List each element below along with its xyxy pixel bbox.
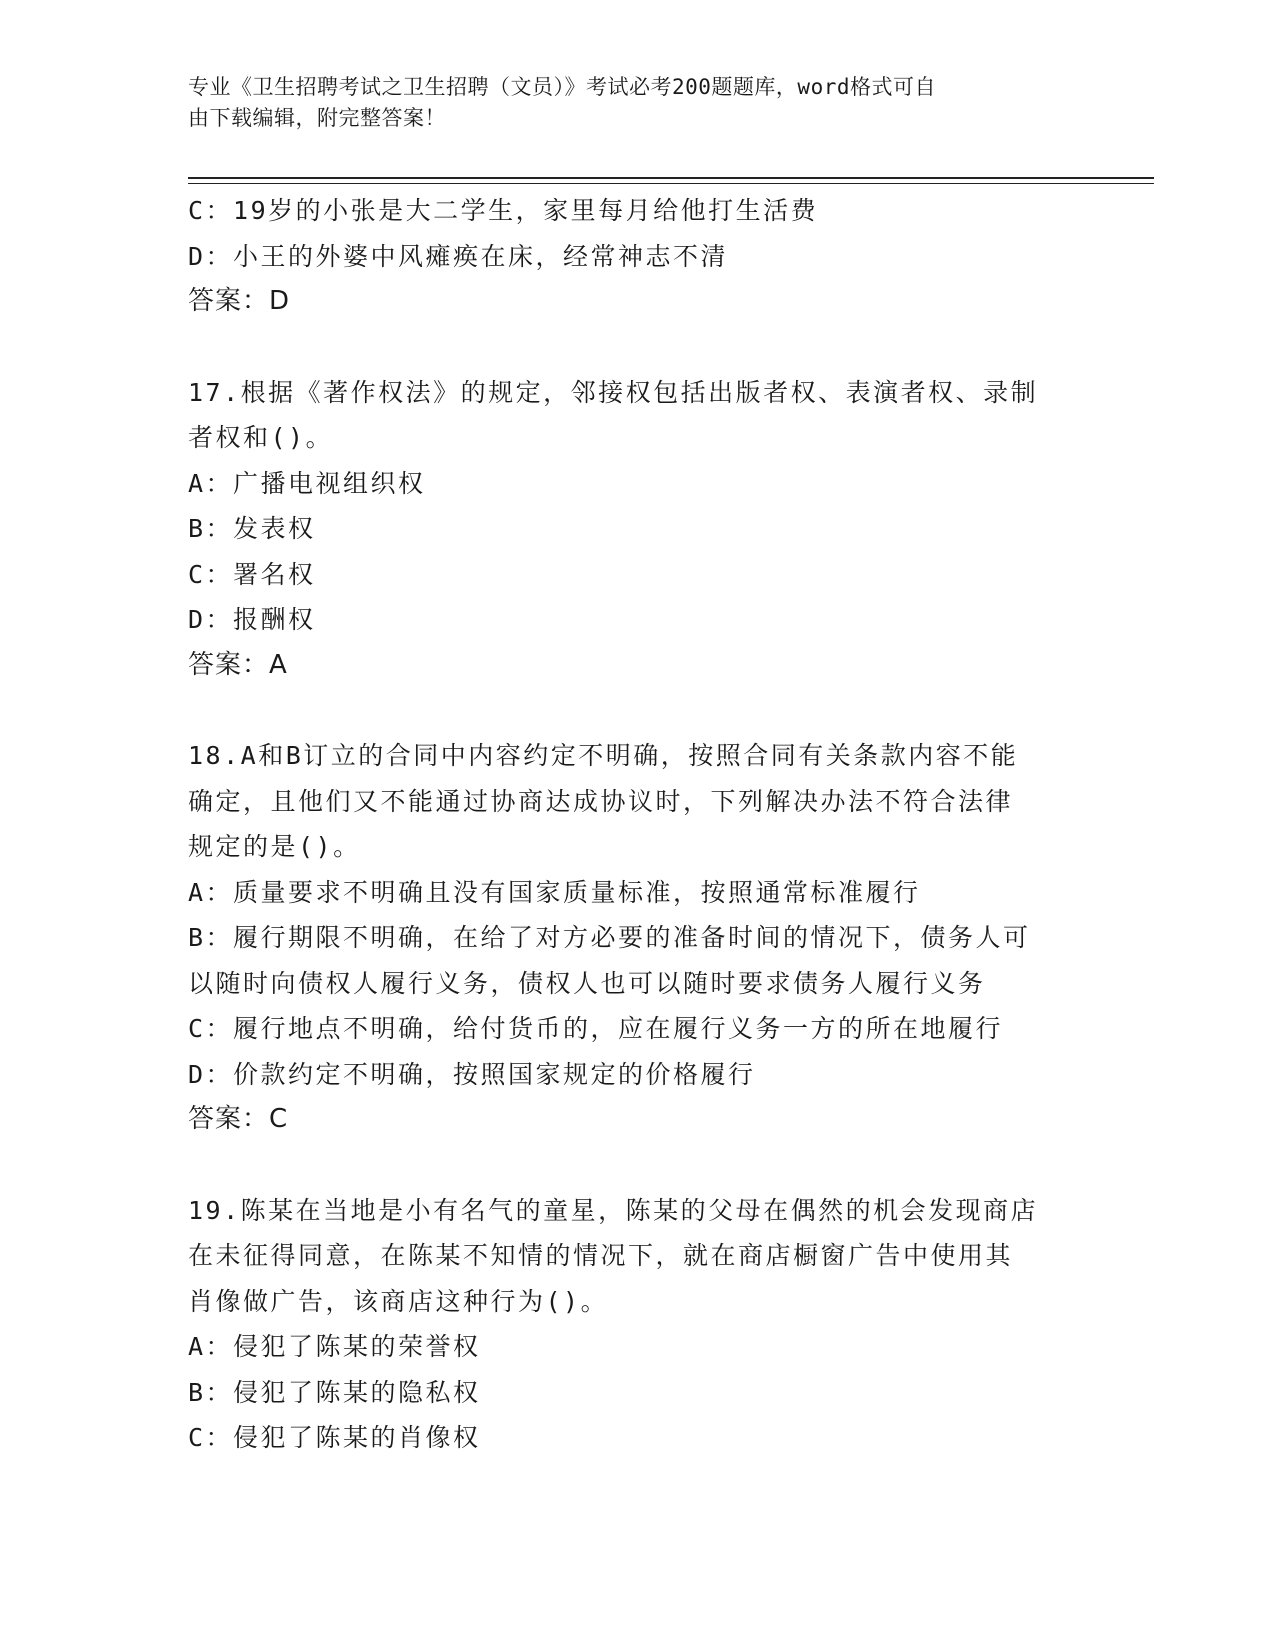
document-header: [188, 72, 1068, 134]
answer: 答案：C: [188, 1104, 289, 1134]
option-a: A：广播电视组织权: [188, 468, 426, 498]
answer: 答案：D: [188, 286, 291, 316]
question-16-tail: [188, 188, 1088, 325]
option-c: C：署名权: [188, 559, 316, 589]
option-d: D：小王的外婆中风瘫痪在床，经常神志不清: [188, 241, 729, 271]
option-d: D：价款约定不明确，按照国家规定的价格履行: [188, 1059, 756, 1089]
option-a: A：质量要求不明确且没有国家质量标准，按照通常标准履行: [188, 877, 921, 907]
question-stem: 肖像做广告，该商店这种行为()。: [188, 1286, 609, 1316]
question-19: [188, 1188, 1088, 1461]
option-c: C：19岁的小张是大二学生，家里每月给他打生活费: [188, 196, 819, 225]
option-b: B：履行期限不明确，在给了对方必要的准备时间的情况下，债务人可: [188, 923, 1031, 952]
question-stem: 18.A和B订立的合同中内容约定不明确，按照合同有关条款内容不能: [188, 741, 1019, 770]
header-rule-thin: [188, 183, 1154, 184]
question-stem: 者权和()。: [188, 423, 334, 452]
header-line-2: 由下载编辑，附完整答案！: [188, 106, 446, 130]
option-c: C：侵犯了陈某的肖像权: [188, 1423, 481, 1452]
question-18: [188, 733, 1088, 1143]
header-rule-thick: [188, 177, 1154, 179]
question-list: [188, 188, 1088, 1461]
question-stem: 确定，且他们又不能通过协商达成协议时，下列解决办法不符合法律: [188, 786, 1014, 816]
question-stem: 19.陈某在当地是小有名气的童星，陈某的父母在偶然的机会发现商店: [188, 1195, 1039, 1225]
answer: 答案：A: [188, 649, 288, 680]
header-line-1: 专业《卫生招聘考试之卫生招聘（文员）》考试必考200题题库，word格式可自: [188, 75, 936, 99]
question-stem: 17.根据《著作权法》的规定，邻接权包括出版者权、表演者权、录制: [188, 377, 1039, 407]
option-b: B：侵犯了陈某的隐私权: [188, 1377, 481, 1407]
question-stem: 规定的是()。: [188, 832, 361, 861]
option-c: C：履行地点不明确，给付货币的，应在履行义务一方的所在地履行: [188, 1014, 1004, 1043]
option-b: B：发表权: [188, 514, 316, 543]
question-stem: 在未征得同意，在陈某不知情的情况下，就在商店橱窗广告中使用其: [188, 1241, 1014, 1270]
option-b-continued: 以随时向债权人履行义务，债权人也可以随时要求债务人履行义务: [188, 968, 986, 998]
question-17: [188, 370, 1088, 689]
option-a: A：侵犯了陈某的荣誉权: [188, 1332, 481, 1361]
option-d: D：报酬权: [188, 605, 316, 634]
